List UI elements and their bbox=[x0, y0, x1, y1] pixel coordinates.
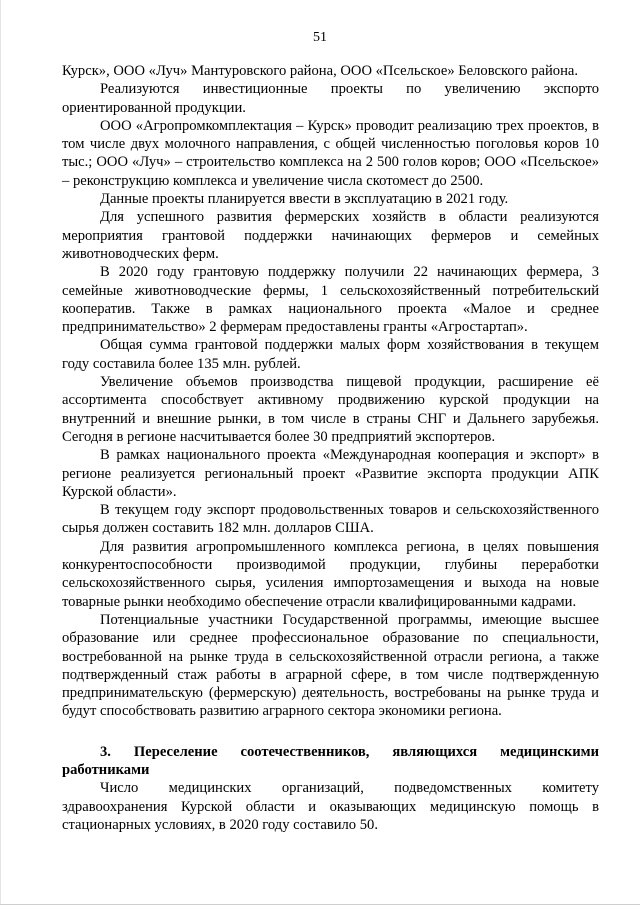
paragraph: В 2020 году грантовую поддержку получили 22 начинающих фермера, 3 семейные животноводческие фермы, 1 сельскохозяйственный потребительский кооператив. Также в рамках национального проекта «Малое и среднее предпринимательство» 2 фермерам предоставлены гранты «Агростартап». bbox=[62, 264, 599, 336]
paragraph: В текущем году экспорт продовольственных товаров и сельскохозяйственного сырья должен составить 182 млн. долларов США. bbox=[62, 502, 599, 537]
section-paragraph: Число медицинских организаций, подведомственных комитету здравоохранения Курской области и оказывающих медицинскую помощь в стационарных условиях, в 2020 году составило 50. bbox=[62, 780, 599, 833]
paragraph: Увеличение объемов производства пищевой продукции, расширение её ассортимента способствует активному продвижению курской продукции на внутренний и внешние рынки, в том числе в страны СНГ и Дальнего зарубежья. Сегодня в регионе насчитывается более 30 предприятий экспортеров. bbox=[62, 374, 599, 445]
paragraph: Потенциальные участники Государственной программы, имеющие высшее образование или среднее профессиональное образование по специальности, востребованной на рынке труда в сельскохозяйственной отрасли региона, а также подтвержденный стаж работы в аграрной сфере, в том числе подтвержденную предпринимательскую (фермерскую) деятельность, востребованы на рынке труда и будут способствовать развитию аграрного сектора экономики региона. bbox=[62, 611, 599, 720]
page-number: 51 bbox=[313, 30, 327, 45]
paragraph: Курск», ООО «Луч» Мантуровского района, ООО «Псельское» Беловского района. bbox=[62, 63, 579, 79]
section-heading: 3. Переселение соотечественников, являющихся медицинскими работниками bbox=[62, 743, 599, 778]
paragraph: Общая сумма грантовой поддержки малых форм хозяйствования в текущем году составила более 135 млн. рублей. bbox=[62, 337, 599, 372]
document-body bbox=[62, 62, 599, 834]
page-edge-left bbox=[0, 0, 1, 905]
paragraph: ООО «Агропромкомплектация – Курск» проводит реализацию трех проектов, в том числе двух молочного направления, с общей численностью поголовья коров 10 тыс.; ООО «Луч» – строительство комплекса на 2 500 голов коров; ООО «Псельское» – реконструкцию комплекса и увеличение числа скотомест до 2500. bbox=[62, 117, 599, 189]
paragraph: В рамках национального проекта «Международная кооперация и экспорт» в регионе реализуется региональный проект «Развитие экспорта продукции АПК Курской области». bbox=[62, 447, 599, 500]
paragraph: Для успешного развития фермерских хозяйств в области реализуются мероприятия грантовой поддержки начинающих фермеров и семейных животноводческих ферм. bbox=[62, 209, 599, 262]
paragraph: Для развития агропромышленного комплекса региона, в целях повышения конкурентоспособности производимой продукции, глубины переработки сельскохозяйственного сырья, усиления импортозамещения и выхода на новые товарные рынки необходимо обеспечение отрасли квалифицированными кадрами. bbox=[62, 538, 599, 610]
paragraph: Реализуются инвестиционные проекты по увеличению экспорто ориентированной продукции. bbox=[62, 81, 599, 116]
paragraph: Данные проекты планируется ввести в эксплуатацию в 2021 году. bbox=[100, 191, 509, 208]
